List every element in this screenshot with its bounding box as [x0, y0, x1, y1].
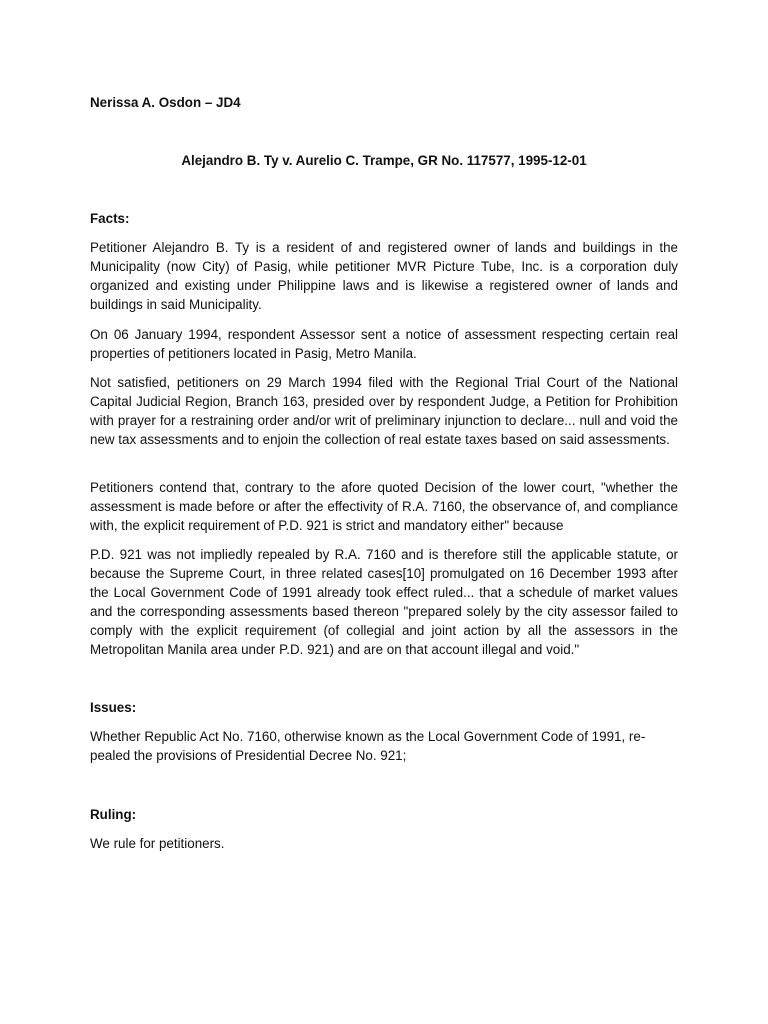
- facts-heading: Facts:: [90, 211, 130, 226]
- author-line: Nerissa A. Osdon – JD4: [90, 95, 241, 110]
- issues-heading: Issues:: [90, 700, 137, 715]
- facts-paragraph-5: P.D. 921 was not impliedly repealed by R.A. 7160 and is therefore still the applicable statute, or because the Supreme Court, in three related cases[10] promulgated on 16 December 1993 after the Local Government Code of 1991 already took effect ruled... that a schedule of market values and the corresponding assessments based thereon "prepared solely by the city assessor failed to comply with the explicit requirement (of collegial and joint action by all the assessors in the Metropolitan Manila area under P.D. 921) and are on that account illegal and void.": [90, 547, 678, 657]
- facts-paragraph-2: On 06 January 1994, respondent Assessor sent a notice of assessment respecting certain real properties of petitioners located in Pasig, Metro Manila.: [90, 327, 678, 361]
- facts-paragraph-1: Petitioner Alejandro B. Ty is a resident of and registered owner of lands and buildings in the Municipality (now City) of Pasig, while petitioner MVR Picture Tube, Inc. is a corporation duly organized and existing under Philippine laws and is likewise a registered owner of lands and buildings in said Municipality.: [90, 240, 678, 312]
- ruling-paragraph-1: We rule for petitioners.: [90, 836, 225, 851]
- ruling-heading: Ruling:: [90, 807, 137, 822]
- facts-paragraph-4: Petitioners contend that, contrary to the afore quoted Decision of the lower court, "whether the assessment is made before or after the effectivity of R.A. 7160, the observance of, and compliance with, the explicit requirement of P.D. 921 is strict and mandatory either" because: [90, 480, 678, 533]
- facts-paragraph-3: Not satisfied, petitioners on 29 March 1994 filed with the Regional Trial Court of the National Capital Judicial Region, Branch 163, presided over by respondent Judge, a Petition for Prohibition with prayer for a restraining order and/or writ of preliminary injunction to declare... null and void the new tax assessments and to enjoin the collection of real estate taxes based on said assessments.: [90, 375, 678, 447]
- case-title: Alejandro B. Ty v. Aurelio C. Trampe, GR No. 117577, 1995-12-01: [181, 153, 587, 168]
- issues-paragraph-1: Whether Republic Act No. 7160, otherwise known as the Local Government Code of 1991, re-pealed the provisions of Presidential Decree No. 921;: [90, 729, 646, 763]
